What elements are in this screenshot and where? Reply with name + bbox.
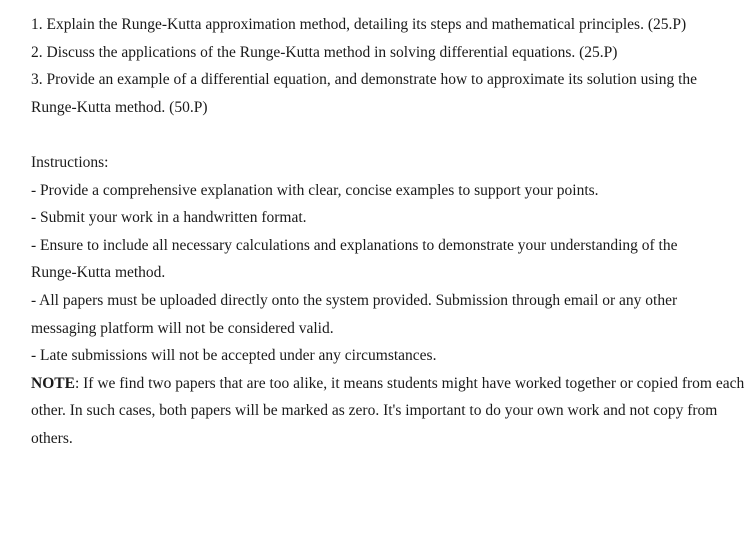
note-paragraph — [31, 370, 749, 453]
question-2: 2. Discuss the applications of the Runge-Kutta method in solving differential equations. (25.P) — [31, 43, 618, 61]
assignment-document — [31, 11, 751, 453]
note-text: : If we find two papers that are too alike, it means students might have worked together or copied from each other. In such cases, both papers will be marked as zero. It's important to do your own work and not copy from others. — [31, 374, 745, 447]
question-3: 3. Provide an example of a differential equation, and demonstrate how to approximate its solution using the Runge-Kutta method. (50.P) — [31, 71, 698, 116]
section-spacer — [31, 121, 751, 149]
instruction-item-5: - Late submissions will not be accepted under any circumstances. — [31, 347, 437, 365]
question-1: 1. Explain the Runge-Kutta approximation method, detailing its steps and mathematical principles. (25.P) — [31, 16, 687, 33]
instruction-item-3: - Ensure to include all necessary calculations and explanations to demonstrate your understanding of the Runge-Kutta method. — [31, 236, 678, 282]
instructions-heading: Instructions: — [31, 153, 109, 171]
instruction-item-4: - All papers must be uploaded directly onto the system provided. Submission through email or any other messaging platform will not be considered valid. — [31, 291, 678, 337]
instruction-item-1: - Provide a comprehensive explanation with clear, concise examples to support your points. — [31, 181, 599, 199]
note-label: NOTE — [31, 374, 75, 392]
instruction-item-2: - Submit your work in a handwritten format. — [31, 209, 307, 227]
